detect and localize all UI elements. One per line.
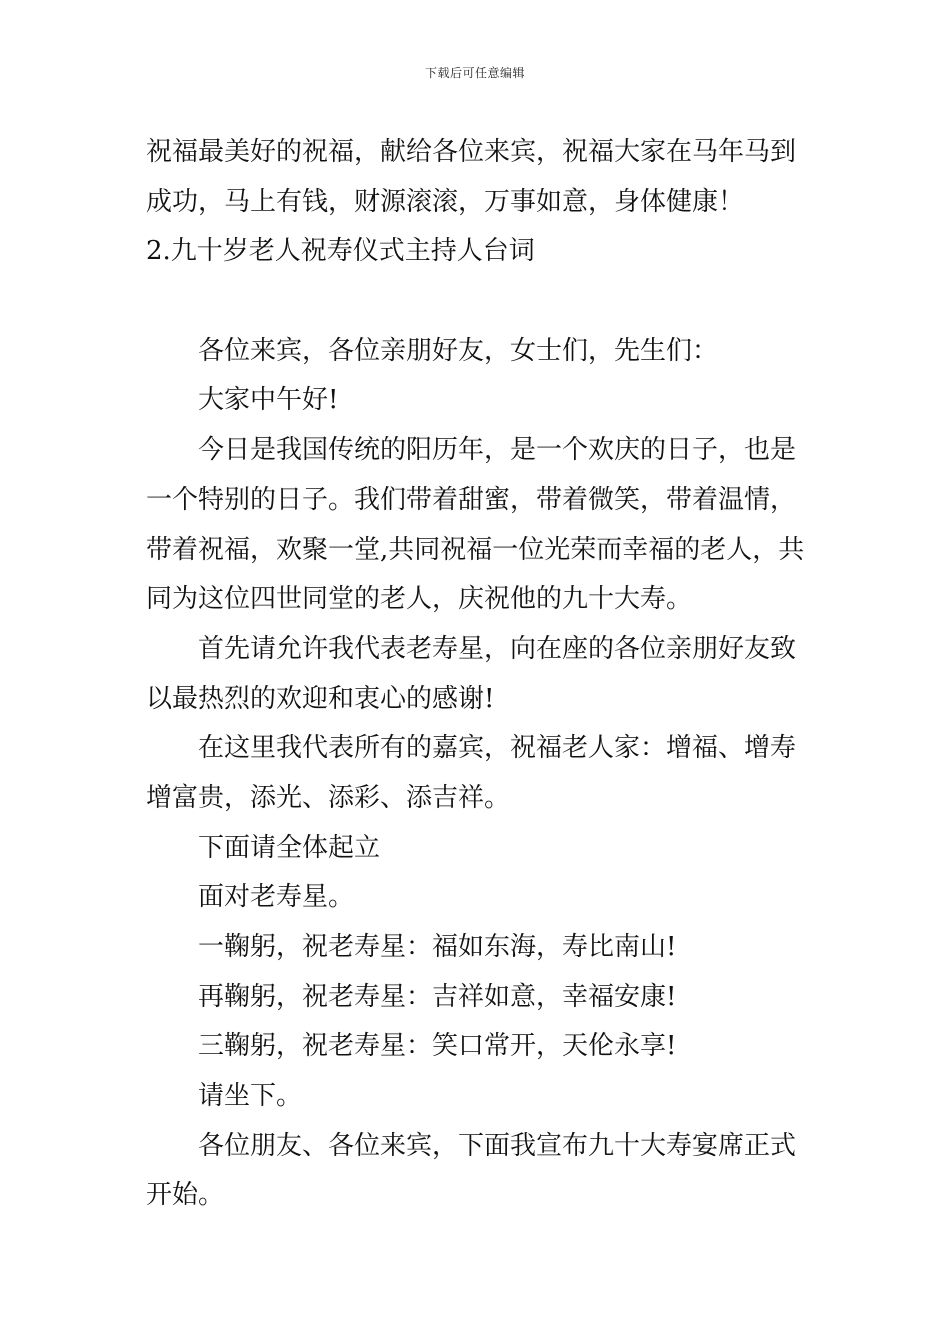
text-line: 请坐下。 <box>198 1081 303 1112</box>
text-line: 各位朋友、各位来宾，下面我宣布九十大寿宴席正式 <box>198 1130 797 1161</box>
page-header-note: 下载后可任意编辑 <box>424 66 525 80</box>
text-line: 开始。 <box>146 1180 225 1211</box>
text-line: 祝福最美好的祝福，献给各位来宾，祝福大家在马年马到 <box>146 137 797 167</box>
text-line: 带着祝福，欢聚一堂,共同祝福一位光荣而幸福的老人，共 <box>146 534 805 565</box>
text-line: 今日是我国传统的阳历年，是一个欢庆的日子，也是 <box>198 435 797 466</box>
text-line: 再鞠躬，祝老寿星：吉祥如意，幸福安康! <box>198 981 677 1012</box>
text-line: 成功，马上有钱，财源滚滚，万事如意，身体健康！ <box>146 186 745 217</box>
text-line: 三鞠躬，祝老寿星：笑口常开，天伦永享! <box>198 1031 677 1062</box>
text-line: 大家中午好! <box>198 385 339 416</box>
text-line: 面对老寿星。 <box>198 882 355 913</box>
text-line: 同为这位四世同堂的老人，庆祝他的九十大寿。 <box>146 584 693 615</box>
document-body <box>146 128 811 1221</box>
text-line: 下面请全体起立 <box>198 832 381 863</box>
text-line: 增富贵，添光、添彩、添吉祥。 <box>146 782 511 813</box>
text-line: 以最热烈的欢迎和衷心的感谢! <box>146 683 495 714</box>
section-heading: 2.九十岁老人祝寿仪式主持人台词 <box>146 236 535 267</box>
text-line: 首先请允许我代表老寿星，向在座的各位亲朋好友致 <box>198 633 797 664</box>
text-line: 各位来宾，各位亲朋好友，女士们，先生们： <box>198 335 719 366</box>
text-line: 一鞠躬，祝老寿星：福如东海，寿比南山! <box>198 932 677 962</box>
blank-line <box>146 277 811 327</box>
text-line: 一个特别的日子。我们带着甜蜜，带着微笑，带着温情， <box>146 484 797 515</box>
text-line: 在这里我代表所有的嘉宾，祝福老人家：增福、增寿 <box>198 733 797 764</box>
